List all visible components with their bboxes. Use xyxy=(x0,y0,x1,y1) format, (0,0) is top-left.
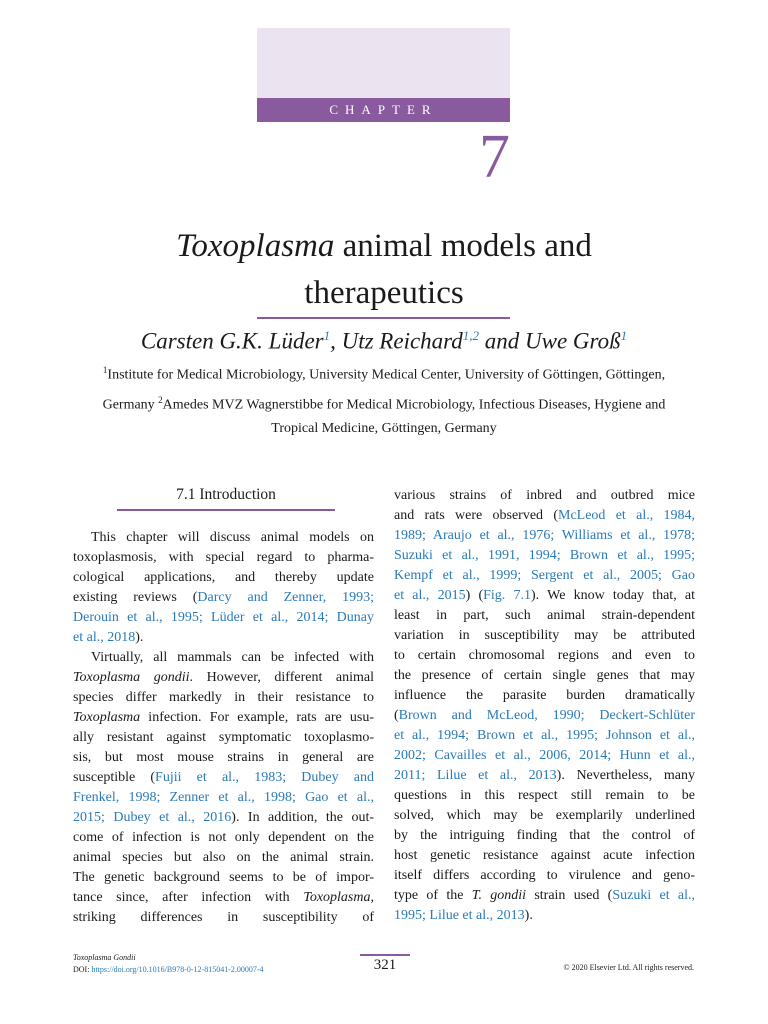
citation-link[interactable]: 2015; Dubey et al., 2016 xyxy=(73,810,232,825)
chapter-title-line2: therapeutics xyxy=(304,275,464,311)
affiliation-text: Amedes MVZ Wagnerstibbe for Medical Microbiology, Infectious Diseases, Hygiene and xyxy=(162,397,666,413)
text-span: ) ( xyxy=(465,588,484,603)
author-separator: and xyxy=(479,328,526,354)
text-line: The genetic background seems to be of impor- xyxy=(73,870,374,885)
text-line: by the intriguing finding that the control of xyxy=(394,828,695,843)
text-line xyxy=(73,768,374,788)
copyright: © 2020 Elsevier Ltd. All rights reserved. xyxy=(563,963,694,972)
title-rest: animal models and xyxy=(334,228,592,264)
text-span: , xyxy=(370,890,374,905)
text-span: . However, different animal xyxy=(189,670,374,685)
text-line: questions in this respect still remain to be xyxy=(394,788,695,803)
affiliation-line xyxy=(78,358,690,388)
citation-link[interactable]: Derouin et al., 1995; Lüder et al., 2014; Dunay xyxy=(73,610,374,625)
text-line: toxoplasmosis, with special regard to pharma- xyxy=(73,550,374,565)
text-line: host genetic resistance against acute infection xyxy=(394,848,695,863)
text-span: ). We know today that, at xyxy=(531,588,695,603)
text-line: variation in susceptibility may be attributed xyxy=(394,628,695,643)
italic-term: T. gondii xyxy=(471,888,527,903)
text-line xyxy=(394,766,695,786)
text-line: This chapter will discuss animal models on xyxy=(91,530,374,545)
affil-marker: 2 xyxy=(158,394,163,405)
text-span: type of the xyxy=(394,888,472,903)
citation-link[interactable]: Frenkel, 1998; Zenner et al., 1998; Gao et al., xyxy=(73,790,374,805)
citation-link[interactable]: 2002; Cavailles et al., 2006, 2014; Hunn et al., xyxy=(394,748,695,763)
citation-link[interactable]: McLeod et al., 1984, xyxy=(558,508,696,523)
text-line xyxy=(394,546,695,566)
section-heading: 7.1 Introduction xyxy=(176,486,276,503)
text-span: ). xyxy=(524,908,533,923)
text-line xyxy=(73,808,374,828)
text-line: various strains of inbred and outbred mice xyxy=(394,488,695,503)
title-italic: Toxoplasma xyxy=(176,228,335,264)
text-line xyxy=(394,906,695,926)
text-line xyxy=(394,746,695,766)
affiliation-line xyxy=(78,388,690,418)
text-line: animal species but also on the animal strain. xyxy=(73,850,374,865)
affiliation-text: Institute for Medical Microbiology, University Medical Center, University of Göttingen, Göttingen, xyxy=(107,367,666,383)
text-line xyxy=(73,588,374,608)
affiliation-text: Germany xyxy=(102,397,159,413)
chapter-number: 7 xyxy=(479,123,510,191)
citation-link[interactable]: Fujii et al., 1983; Dubey and xyxy=(155,770,374,785)
text-span: ). In addition, the out- xyxy=(231,810,374,825)
text-line: solved, which may be exemplarily underlined xyxy=(394,808,695,823)
text-line: the presence of certain single genes that may xyxy=(394,668,695,683)
text-line: to certain chromosomal regions and even to xyxy=(394,648,695,663)
text-line xyxy=(394,706,695,726)
author-3: Uwe Groß xyxy=(525,328,621,354)
chapter-label: CHAPTER xyxy=(257,98,510,122)
citation-link[interactable]: et al., 2015 xyxy=(394,588,466,603)
text-line: striking differences in susceptibility of xyxy=(73,910,374,925)
text-line: least in part, such animal strain-dependent xyxy=(394,608,695,623)
citation-link[interactable]: Brown and McLeod, 1990; Deckert-Schlüter xyxy=(398,708,695,723)
figure-link[interactable]: Fig. 7.1 xyxy=(483,588,531,603)
text-span: susceptible ( xyxy=(73,770,156,785)
citation-link[interactable]: et al., 2018 xyxy=(73,630,136,645)
text-line xyxy=(73,888,374,908)
title-divider xyxy=(257,317,510,319)
text-line xyxy=(394,886,695,906)
affiliation-line: Tropical Medicine, Göttingen, Germany xyxy=(271,421,497,437)
chapter-banner-top xyxy=(257,28,510,98)
affil-marker: 1 xyxy=(102,365,108,375)
text-line: ally resistant against symptomatic toxoplasmo- xyxy=(73,730,374,745)
text-span: and rats were observed ( xyxy=(394,508,558,523)
text-line xyxy=(73,668,374,688)
text-line xyxy=(73,788,374,808)
text-span: tance since, after infection with xyxy=(73,890,304,905)
author-1-affil[interactable]: 1 xyxy=(323,328,331,343)
citation-link[interactable]: 1989; Araujo et al., 1976; Williams et al., 1978; xyxy=(394,528,695,543)
text-line xyxy=(394,726,695,746)
text-span: existing reviews ( xyxy=(73,590,198,605)
italic-term: Toxoplasma xyxy=(303,890,371,905)
author-1: Carsten G.K. Lüder xyxy=(140,328,324,354)
right-column xyxy=(394,486,695,926)
author-line xyxy=(60,328,708,355)
text-line xyxy=(73,708,374,728)
citation-link[interactable]: Suzuki et al., 1991, 1994; Brown et al., 1995; xyxy=(394,548,695,563)
text-line: cological applications, and thereby update xyxy=(73,570,374,585)
citation-link[interactable]: 2011; Lilue et al., 2013 xyxy=(394,768,557,783)
page-number: 321 xyxy=(373,957,397,973)
text-line xyxy=(73,628,374,648)
citation-link[interactable]: Kempf et al., 1999; Sergent et al., 2005; Gao xyxy=(394,568,695,583)
affiliations xyxy=(78,358,690,441)
italic-term: Toxoplasma gondii xyxy=(73,670,190,685)
text-line: come of infection is not only dependent on the xyxy=(73,830,374,845)
citation-link[interactable]: 1995; Lilue et al., 2013 xyxy=(394,908,525,923)
page-number-rule xyxy=(360,954,410,956)
text-span: strain used ( xyxy=(526,888,613,903)
text-line xyxy=(394,566,695,586)
text-line: sis, but most mouse strains in general are xyxy=(73,750,374,765)
affil-separator: , xyxy=(469,328,473,343)
author-2: Utz Reichard xyxy=(341,328,463,354)
author-2-affil-1[interactable]: 1 xyxy=(462,328,470,343)
section-divider xyxy=(117,509,335,511)
left-column xyxy=(73,528,374,928)
text-line xyxy=(394,586,695,606)
author-3-affil[interactable]: 1 xyxy=(620,328,628,343)
text-span: ( xyxy=(394,708,399,723)
citation-link[interactable]: Darcy and Zenner, 1993; xyxy=(197,590,375,605)
text-line xyxy=(394,526,695,546)
italic-term: Toxoplasma xyxy=(73,710,141,725)
book-title: Toxoplasma Gondii xyxy=(73,953,136,962)
text-line: influence the parasite burden dramatically xyxy=(394,688,695,703)
text-line: species differ markedly in their resistance to xyxy=(73,690,374,705)
author-2-affil-2[interactable]: 2 xyxy=(472,328,480,343)
citation-link[interactable]: et al., 1994; Brown et al., 1995; Johnson et al., xyxy=(394,728,695,743)
text-line xyxy=(73,608,374,628)
chapter-title-line1 xyxy=(60,226,708,266)
footer-left xyxy=(73,952,264,976)
text-span: ). Nevertheless, many xyxy=(556,768,695,783)
text-span: ). xyxy=(135,630,144,645)
author-separator: , xyxy=(330,328,342,354)
text-span: infection. For example, rats are usu- xyxy=(140,710,374,725)
doi-link[interactable]: https://doi.org/10.1016/B978-0-12-815041-2.00007-4 xyxy=(91,965,264,974)
text-line: Virtually, all mammals can be infected with xyxy=(91,650,374,665)
doi-label: DOI: xyxy=(73,965,92,974)
citation-link[interactable]: Suzuki et al., xyxy=(612,888,695,903)
text-line: itself differs according to virulence and geno- xyxy=(394,868,695,883)
text-line xyxy=(394,506,695,526)
